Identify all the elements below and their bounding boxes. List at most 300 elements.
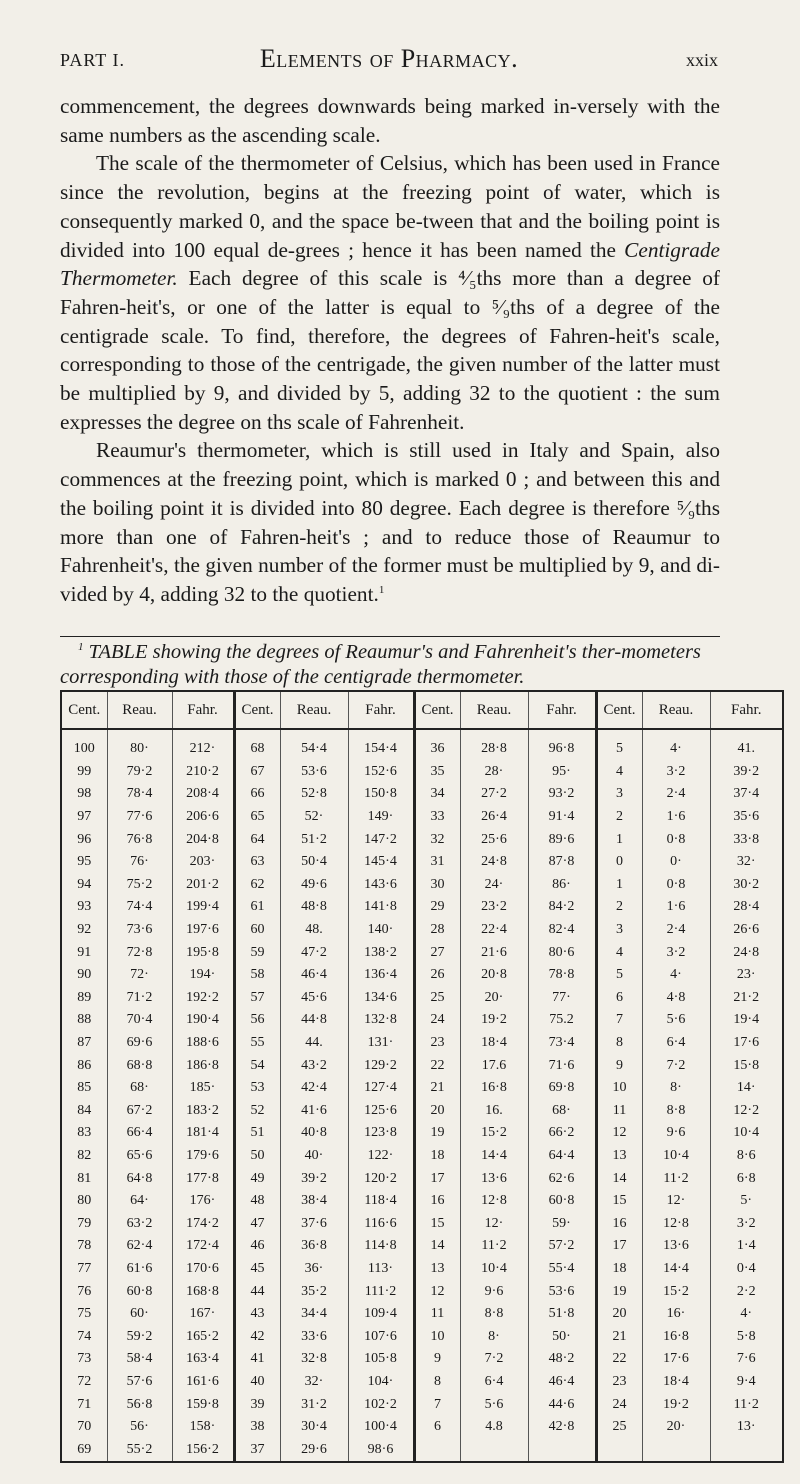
table-cell: 56 bbox=[234, 1009, 280, 1032]
table-cell: 12 bbox=[414, 1280, 460, 1303]
column-header: Fahr. bbox=[710, 691, 783, 729]
table-cell: 57·2 bbox=[528, 1235, 596, 1258]
table-cell: 170·6 bbox=[172, 1258, 234, 1281]
table-cell: 95· bbox=[528, 761, 596, 784]
table-cell: 145·4 bbox=[348, 851, 414, 874]
table-cell: 71·6 bbox=[528, 1054, 596, 1077]
table-cell: 10·4 bbox=[642, 1145, 710, 1168]
table-cell: 15·8 bbox=[733, 1057, 760, 1073]
table-cell: 34·4 bbox=[280, 1303, 348, 1326]
table-cell: 20·8 bbox=[460, 964, 528, 987]
table-cell: 150·8 bbox=[348, 783, 414, 806]
table-cell: 37·6 bbox=[280, 1212, 348, 1235]
table-cell: 16 bbox=[596, 1212, 642, 1235]
table-cell: 100·4 bbox=[348, 1416, 414, 1439]
table-cell: 5 bbox=[596, 738, 642, 761]
table-cell bbox=[642, 1438, 710, 1462]
table-cell: 28·8 bbox=[460, 738, 528, 761]
table-cell: 181·4 bbox=[172, 1122, 234, 1145]
table-row bbox=[61, 919, 783, 942]
table-cell: 23· bbox=[736, 967, 756, 983]
table-cell: 122· bbox=[348, 1145, 414, 1168]
table-cell: 30 bbox=[414, 874, 460, 897]
table-cell: 32·8 bbox=[280, 1348, 348, 1371]
table-cell: 206·6 bbox=[172, 806, 234, 829]
table-cell: 53·6 bbox=[528, 1280, 596, 1303]
table-cell: 13· bbox=[736, 1419, 756, 1435]
column-header: Reau. bbox=[280, 691, 348, 729]
table-cell: 147·2 bbox=[348, 828, 414, 851]
table-cell: 75·2 bbox=[107, 874, 172, 897]
table-cell: 16·8 bbox=[642, 1325, 710, 1348]
table-cell: 23 bbox=[596, 1371, 642, 1394]
table-cell: 14·4 bbox=[460, 1145, 528, 1168]
table-cell: 28 bbox=[414, 919, 460, 942]
table-cell: 38 bbox=[234, 1416, 280, 1439]
table-cell: 165·2 bbox=[172, 1325, 234, 1348]
table-cell: 188·6 bbox=[172, 1032, 234, 1055]
table-cell: 183·2 bbox=[172, 1100, 234, 1123]
table-cell: 8· bbox=[642, 1077, 710, 1100]
table-cell: 96 bbox=[61, 828, 107, 851]
table-cell: 8·6 bbox=[736, 1147, 756, 1163]
table-cell: 118·4 bbox=[348, 1190, 414, 1213]
table-cell: 3·2 bbox=[736, 1215, 756, 1231]
table-cell: 60·8 bbox=[528, 1190, 596, 1213]
table-cell: 28·4 bbox=[733, 899, 760, 915]
table-cell: 44. bbox=[280, 1032, 348, 1055]
table-cell: 79·2 bbox=[107, 761, 172, 784]
table-cell: 9 bbox=[414, 1348, 460, 1371]
table-cell: 91 bbox=[61, 941, 107, 964]
table-cell: 30·4 bbox=[280, 1416, 348, 1439]
table-caption: $^1$ TABLE showing the degrees of Reaumur's and Fahrenheit's ther-mometers corresponding with those of the centigrade thermometer. bbox=[60, 641, 701, 688]
table-row bbox=[61, 1122, 783, 1145]
table-cell: 77·6 bbox=[107, 806, 172, 829]
table-cell: 125·6 bbox=[348, 1100, 414, 1123]
table-cell: 37 bbox=[234, 1438, 280, 1462]
table-cell: 33·8 bbox=[733, 831, 760, 847]
table-cell: 15·2 bbox=[642, 1280, 710, 1303]
table-row bbox=[61, 1416, 783, 1439]
table-cell: 16·8 bbox=[460, 1077, 528, 1100]
table-cell: 107·6 bbox=[348, 1325, 414, 1348]
table-cell: 24·8 bbox=[733, 944, 760, 960]
table-cell: 19·4 bbox=[733, 1012, 760, 1028]
footnote-reference: 1 bbox=[378, 583, 385, 596]
table-cell: 42·8 bbox=[528, 1416, 596, 1439]
table-cell: 81 bbox=[61, 1167, 107, 1190]
table-cell: 105·8 bbox=[348, 1348, 414, 1371]
table-row bbox=[61, 987, 783, 1010]
footnote bbox=[60, 640, 720, 690]
table-cell: 23 bbox=[414, 1032, 460, 1055]
table-cell: 45 bbox=[234, 1258, 280, 1281]
table-cell: 20· bbox=[642, 1416, 710, 1439]
table-cell: 55·4 bbox=[528, 1258, 596, 1281]
table-cell: 58 bbox=[234, 964, 280, 987]
table-cell: 24· bbox=[460, 874, 528, 897]
table-cell: 47·2 bbox=[280, 941, 348, 964]
table-cell: 195·8 bbox=[172, 941, 234, 964]
table-row bbox=[61, 1190, 783, 1213]
body-text bbox=[60, 92, 720, 609]
table-cell: 9·6 bbox=[642, 1122, 710, 1145]
table-cell: 158· bbox=[172, 1416, 234, 1439]
table-cell: 44·8 bbox=[280, 1009, 348, 1032]
table-row bbox=[61, 1212, 783, 1235]
table-cell: 75 bbox=[61, 1303, 107, 1326]
table-cell: 76 bbox=[61, 1280, 107, 1303]
table-cell: 5· bbox=[740, 1193, 753, 1209]
table-cell: 19·2 bbox=[642, 1393, 710, 1416]
table-cell: 168·8 bbox=[172, 1280, 234, 1303]
table-cell: 136·4 bbox=[348, 964, 414, 987]
table-cell: 36 bbox=[414, 738, 460, 761]
table-cell: 58·4 bbox=[107, 1348, 172, 1371]
table-row bbox=[61, 964, 783, 987]
table-cell: 18·4 bbox=[642, 1371, 710, 1394]
table-cell: 4· bbox=[642, 964, 710, 987]
table-cell: 21·6 bbox=[460, 941, 528, 964]
table-cell: 12· bbox=[460, 1212, 528, 1235]
table-cell: 64·4 bbox=[528, 1145, 596, 1168]
table-cell: 152·6 bbox=[348, 761, 414, 784]
table-cell: 17 bbox=[596, 1235, 642, 1258]
table-row bbox=[61, 941, 783, 964]
table-cell: 61·6 bbox=[107, 1258, 172, 1281]
table-cell: 25 bbox=[414, 987, 460, 1010]
table-cell: 111·2 bbox=[348, 1280, 414, 1303]
table-cell bbox=[528, 1438, 596, 1462]
table-cell: 15 bbox=[596, 1190, 642, 1213]
table-cell: 3 bbox=[596, 919, 642, 942]
table-cell: 90 bbox=[61, 964, 107, 987]
column-header: Cent. bbox=[596, 691, 642, 729]
table-cell: 154·4 bbox=[348, 738, 414, 761]
table-cell: 2 bbox=[596, 806, 642, 829]
column-header: Reau. bbox=[642, 691, 710, 729]
table-cell: 114·8 bbox=[348, 1235, 414, 1258]
table-cell: 34 bbox=[414, 783, 460, 806]
table-cell: 68 bbox=[234, 738, 280, 761]
table-cell: 46 bbox=[234, 1235, 280, 1258]
table-cell: 70·4 bbox=[107, 1009, 172, 1032]
table-cell: 8· bbox=[460, 1325, 528, 1348]
table-cell: 2·2 bbox=[736, 1283, 756, 1299]
paragraph-3: Reaumur's thermometer, which is still used in Italy and Spain, also commences at the freezing point, which is marked 0 ; and between this and the boiling point it is divided into 80 degree. Each degree is therefore ⁵⁄₉ths more than one of Fahren-heit's ; and to reduce those of Reaumur to Fahrenheit's, the given number of the former must be multiplied by 9, and di-vided by 4, adding 32 to the quotient.$^1$ bbox=[60, 438, 720, 606]
table-cell: 2·4 bbox=[642, 783, 710, 806]
table-cell: 32 bbox=[414, 828, 460, 851]
table-cell: 59·2 bbox=[107, 1325, 172, 1348]
table-cell: 11·2 bbox=[642, 1167, 710, 1190]
table-cell: 176· bbox=[172, 1190, 234, 1213]
table-cell: 0· bbox=[642, 851, 710, 874]
table-cell: 203· bbox=[172, 851, 234, 874]
table-cell: 204·8 bbox=[172, 828, 234, 851]
table-cell: 66 bbox=[234, 783, 280, 806]
table-cell: 99 bbox=[61, 761, 107, 784]
table-row bbox=[61, 1077, 783, 1100]
table-cell: 87·8 bbox=[528, 851, 596, 874]
temperature-table bbox=[60, 690, 784, 1463]
table-cell: 2·4 bbox=[642, 919, 710, 942]
table-cell: 83 bbox=[61, 1122, 107, 1145]
table-cell: 67 bbox=[234, 761, 280, 784]
table-cell: 40·8 bbox=[280, 1122, 348, 1145]
table-cell: 80 bbox=[61, 1190, 107, 1213]
table-cell: 74·4 bbox=[107, 896, 172, 919]
table-cell: 17·6 bbox=[642, 1348, 710, 1371]
table-cell: 12 bbox=[596, 1122, 642, 1145]
table-cell: 69·6 bbox=[107, 1032, 172, 1055]
table-cell: 14· bbox=[736, 1080, 756, 1096]
table-row bbox=[61, 1167, 783, 1190]
table-cell: 89 bbox=[61, 987, 107, 1010]
table-cell: 21 bbox=[414, 1077, 460, 1100]
table-cell: 25 bbox=[596, 1416, 642, 1439]
table-row bbox=[61, 1438, 783, 1462]
table-cell: 172·4 bbox=[172, 1235, 234, 1258]
table-cell: 1 bbox=[596, 828, 642, 851]
table-cell: 14·4 bbox=[642, 1258, 710, 1281]
table-row bbox=[61, 1303, 783, 1326]
table-cell: 85 bbox=[61, 1077, 107, 1100]
table-cell: 140· bbox=[348, 919, 414, 942]
table-row bbox=[61, 1032, 783, 1055]
table-row bbox=[61, 1393, 783, 1416]
table-cell: 75.2 bbox=[528, 1009, 596, 1032]
table-cell: 61 bbox=[234, 896, 280, 919]
table-cell: 48·2 bbox=[528, 1348, 596, 1371]
table-cell: 43·2 bbox=[280, 1054, 348, 1077]
table-cell: 197·6 bbox=[172, 919, 234, 942]
table-cell: 93·2 bbox=[528, 783, 596, 806]
table-cell: 64· bbox=[107, 1190, 172, 1213]
table-cell: 87 bbox=[61, 1032, 107, 1055]
table-cell: 1 bbox=[596, 874, 642, 897]
table-cell: 4·8 bbox=[642, 987, 710, 1010]
table-header-row bbox=[61, 691, 783, 729]
table-cell: 12· bbox=[642, 1190, 710, 1213]
table-cell: 199·4 bbox=[172, 896, 234, 919]
table-cell: 68· bbox=[528, 1100, 596, 1123]
table-cell: 6 bbox=[596, 987, 642, 1010]
table-cell: 64·8 bbox=[107, 1167, 172, 1190]
table-cell: 48. bbox=[280, 919, 348, 942]
table-cell: 69·8 bbox=[528, 1077, 596, 1100]
table-cell: 33·6 bbox=[280, 1325, 348, 1348]
table-row bbox=[61, 1054, 783, 1077]
table-cell: 5·6 bbox=[460, 1393, 528, 1416]
table-cell: 68·8 bbox=[107, 1054, 172, 1077]
table-cell: 49·6 bbox=[280, 874, 348, 897]
table-cell: 14 bbox=[596, 1167, 642, 1190]
table-cell: 9·6 bbox=[460, 1280, 528, 1303]
table-cell: 13·6 bbox=[460, 1167, 528, 1190]
table-cell: 36· bbox=[280, 1258, 348, 1281]
table-cell: 71 bbox=[61, 1393, 107, 1416]
table-cell: 60· bbox=[107, 1303, 172, 1326]
table-cell: 127·4 bbox=[348, 1077, 414, 1100]
footnote-mark: 1 bbox=[78, 641, 84, 654]
table-cell: 33 bbox=[414, 806, 460, 829]
table-cell: 0 bbox=[596, 851, 642, 874]
table-cell: 44·6 bbox=[528, 1393, 596, 1416]
table-cell: 71·2 bbox=[107, 987, 172, 1010]
table-row bbox=[61, 1100, 783, 1123]
table-cell: 6 bbox=[414, 1416, 460, 1439]
table-cell: 95 bbox=[61, 851, 107, 874]
paragraph-1: commencement, the degrees downwards being marked in-versely with the same numbers as the ascending scale. bbox=[60, 94, 720, 147]
table-cell: 93 bbox=[61, 896, 107, 919]
column-header: Reau. bbox=[107, 691, 172, 729]
table-cell: 18 bbox=[414, 1145, 460, 1168]
table-cell: 80· bbox=[107, 738, 172, 761]
table-cell: 4 bbox=[596, 941, 642, 964]
table-cell: 52 bbox=[234, 1100, 280, 1123]
table-row bbox=[61, 828, 783, 851]
table-cell: 50· bbox=[528, 1325, 596, 1348]
table-cell: 167· bbox=[172, 1303, 234, 1326]
table-cell: 79 bbox=[61, 1212, 107, 1235]
table-cell: 62·4 bbox=[107, 1235, 172, 1258]
table-cell: 201·2 bbox=[172, 874, 234, 897]
table-cell: 47 bbox=[234, 1212, 280, 1235]
table-cell: 185· bbox=[172, 1077, 234, 1100]
table-cell: 37·4 bbox=[733, 786, 760, 802]
table-cell: 25·6 bbox=[460, 828, 528, 851]
table-cell: 65 bbox=[234, 806, 280, 829]
table-cell: 27·2 bbox=[460, 783, 528, 806]
footnote-rule bbox=[60, 636, 720, 637]
table-cell: 9·4 bbox=[736, 1373, 756, 1389]
table-cell: 35·2 bbox=[280, 1280, 348, 1303]
table-cell: 210·2 bbox=[172, 761, 234, 784]
table-cell: 72· bbox=[107, 964, 172, 987]
table-cell bbox=[596, 1438, 642, 1462]
table-cell: 129·2 bbox=[348, 1054, 414, 1077]
table-cell: 78·4 bbox=[107, 783, 172, 806]
table-cell: 174·2 bbox=[172, 1212, 234, 1235]
table-cell: 42·4 bbox=[280, 1077, 348, 1100]
running-title: Elements of Pharmacy. bbox=[259, 44, 519, 73]
table-cell: 10·4 bbox=[733, 1125, 760, 1141]
table-cell: 10 bbox=[596, 1077, 642, 1100]
table-cell: 59 bbox=[234, 941, 280, 964]
table-cell: 19 bbox=[596, 1280, 642, 1303]
table-cell: 32· bbox=[280, 1371, 348, 1394]
table-cell: 26 bbox=[414, 964, 460, 987]
table-cell: 73 bbox=[61, 1348, 107, 1371]
table-cell: 27 bbox=[414, 941, 460, 964]
table-cell: 29 bbox=[414, 896, 460, 919]
table-cell: 141·8 bbox=[348, 896, 414, 919]
table-cell: 12·8 bbox=[642, 1212, 710, 1235]
table-cell: 10 bbox=[414, 1325, 460, 1348]
table-cell: 52· bbox=[280, 806, 348, 829]
table-cell: 41 bbox=[234, 1348, 280, 1371]
table-cell: 28· bbox=[460, 761, 528, 784]
table-cell: 40 bbox=[234, 1371, 280, 1394]
table-cell: 76· bbox=[107, 851, 172, 874]
table-cell: 15 bbox=[414, 1212, 460, 1235]
table-body bbox=[61, 729, 783, 1462]
table-cell: 56· bbox=[107, 1416, 172, 1439]
table-cell: 73·6 bbox=[107, 919, 172, 942]
table-cell: 14 bbox=[414, 1235, 460, 1258]
table-cell: 11·2 bbox=[733, 1396, 759, 1412]
page-number: xxix bbox=[685, 50, 718, 70]
table-cell: 84 bbox=[61, 1100, 107, 1123]
table-cell: 74 bbox=[61, 1325, 107, 1348]
column-header: Cent. bbox=[234, 691, 280, 729]
table-cell: 19·2 bbox=[460, 1009, 528, 1032]
table-row bbox=[61, 738, 783, 761]
table-cell: 12·2 bbox=[733, 1102, 760, 1118]
table-cell: 77 bbox=[61, 1258, 107, 1281]
table-cell: 59· bbox=[528, 1212, 596, 1235]
table-cell: 39 bbox=[234, 1393, 280, 1416]
column-header: Fahr. bbox=[348, 691, 414, 729]
table-cell: 12·8 bbox=[460, 1190, 528, 1213]
table-cell: 98·6 bbox=[348, 1438, 414, 1462]
table-cell: 113· bbox=[348, 1258, 414, 1281]
table-cell: 94 bbox=[61, 874, 107, 897]
spacer-row bbox=[61, 729, 783, 738]
part-label: PART I. bbox=[60, 50, 125, 70]
table-cell: 98 bbox=[61, 783, 107, 806]
table-cell: 149· bbox=[348, 806, 414, 829]
table-cell: 50·4 bbox=[280, 851, 348, 874]
table-cell: 51·8 bbox=[528, 1303, 596, 1326]
table-cell: 9 bbox=[596, 1054, 642, 1077]
table-cell: 55·2 bbox=[107, 1438, 172, 1462]
table-cell: 73·4 bbox=[528, 1032, 596, 1055]
table-cell: 78·8 bbox=[528, 964, 596, 987]
table-cell: 24·8 bbox=[460, 851, 528, 874]
table-cell: 44 bbox=[234, 1280, 280, 1303]
table-cell: 13·6 bbox=[642, 1235, 710, 1258]
table-row bbox=[61, 1235, 783, 1258]
table-cell bbox=[414, 1438, 460, 1462]
table-cell: 159·8 bbox=[172, 1393, 234, 1416]
table-cell: 22 bbox=[596, 1348, 642, 1371]
table-cell: 5 bbox=[596, 964, 642, 987]
table-cell: 109·4 bbox=[348, 1303, 414, 1326]
table-cell: 97 bbox=[61, 806, 107, 829]
table-cell: 24 bbox=[596, 1393, 642, 1416]
table-cell: 21 bbox=[596, 1325, 642, 1348]
table-cell: 131· bbox=[348, 1032, 414, 1055]
table-cell: 1·6 bbox=[642, 806, 710, 829]
table-cell: 10·4 bbox=[460, 1258, 528, 1281]
column-header: Fahr. bbox=[172, 691, 234, 729]
table-cell: 39·2 bbox=[280, 1167, 348, 1190]
table-cell: 91·4 bbox=[528, 806, 596, 829]
table-row bbox=[61, 851, 783, 874]
table-cell: 55 bbox=[234, 1032, 280, 1055]
table-cell: 77· bbox=[528, 987, 596, 1010]
table-cell: 17·6 bbox=[733, 1035, 760, 1051]
table-cell: 134·6 bbox=[348, 987, 414, 1010]
table-cell: 38·4 bbox=[280, 1190, 348, 1213]
table-cell: 0·8 bbox=[642, 828, 710, 851]
table-cell: 18 bbox=[596, 1258, 642, 1281]
table-row bbox=[61, 1258, 783, 1281]
table-cell: 46·4 bbox=[528, 1371, 596, 1394]
table-cell: 16. bbox=[460, 1100, 528, 1123]
